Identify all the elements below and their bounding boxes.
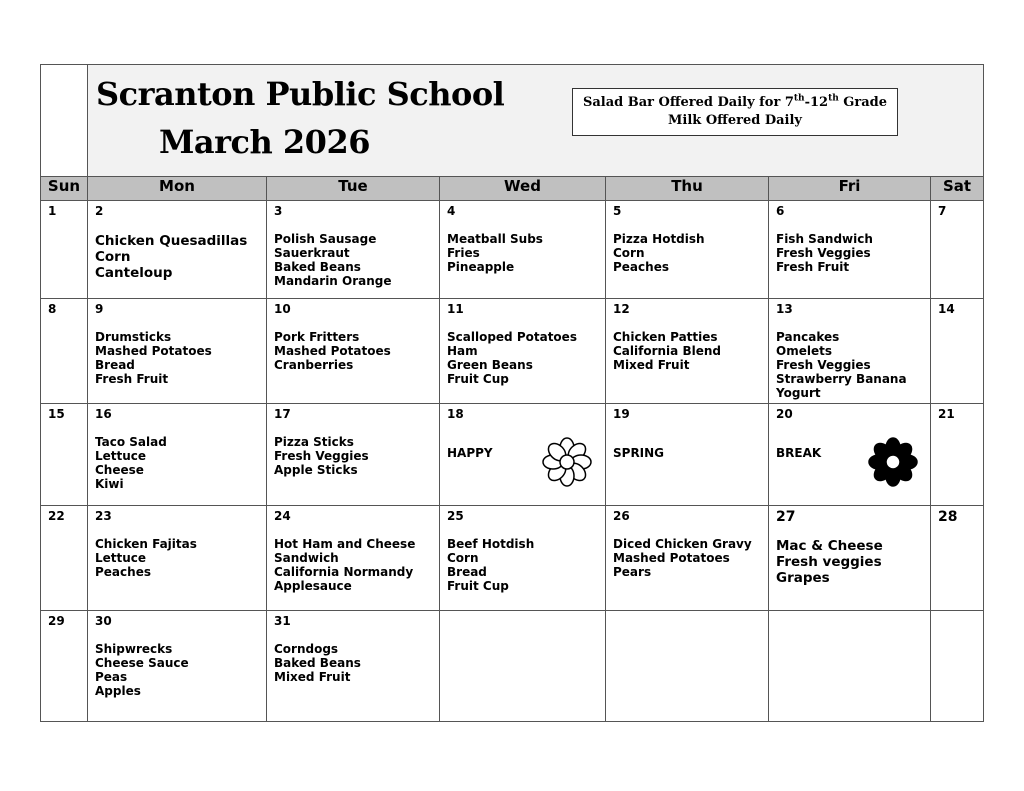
day-cell-tue [267,611,440,722]
menu-item: Ham [447,344,478,358]
day-cell-fri [769,611,931,722]
day-cell-fri [769,201,931,299]
menu-item: Pancakes [776,330,840,344]
day-cell-mon [88,506,267,611]
day-cell-sun [41,404,88,506]
weekday-wed: Wed [440,177,606,201]
menu-list [447,232,543,274]
day-number: 17 [274,407,291,421]
day-number: 5 [613,204,622,218]
salad-bar-notice: Salad Bar Offered Daily for 7th-12th Grade [582,93,888,110]
day-number: 21 [938,407,955,421]
menu-item: Pork Fritters [274,330,360,344]
day-cell-sun [41,506,88,611]
day-cell-sat [931,404,984,506]
day-number: 10 [274,302,291,316]
day-number: 31 [274,614,291,628]
menu-list [776,232,873,274]
header-spacer [41,65,88,177]
day-number: 19 [613,407,630,421]
menu-list [447,537,534,593]
menu-item: BREAK [776,446,822,460]
day-cell-wed [440,506,606,611]
day-cell-tue [267,506,440,611]
menu-item: Mashed Potatoes [95,344,212,358]
menu-item: Corn [95,249,131,265]
day-number: 11 [447,302,464,316]
menu-item: Meatball Subs [447,232,543,246]
menu-item: Fruit Cup [447,372,509,386]
menu-item: Diced Chicken Gravy [613,537,752,551]
day-cell-mon [88,299,267,404]
menu-item: Mandarin Orange [274,274,392,288]
menu-item: Cheese [95,463,144,477]
menu-item: Baked Beans [274,260,361,274]
menu-item: Peas [95,670,128,684]
menu-item: Lettuce [95,449,147,463]
menu-item: Green Beans [447,358,533,372]
menu-item: Mashed Potatoes [613,551,730,565]
menu-item: Taco Salad [95,435,167,449]
day-number: 29 [48,614,65,628]
menu-item: Fruit Cup [447,579,509,593]
menu-list [95,642,189,698]
weekday-mon: Mon [88,177,267,201]
menu-item: Chicken Quesadillas [95,233,248,249]
day-number: 4 [447,204,456,218]
menu-item: Yogurt [776,386,821,400]
menu-item: Shipwrecks [95,642,173,656]
weekday-tue: Tue [267,177,440,201]
day-number: 24 [274,509,291,523]
day-cell-thu [606,404,769,506]
week-row [41,506,984,611]
day-number: 13 [776,302,793,316]
menu-item: Scalloped Potatoes [447,330,577,344]
menu-list [274,537,415,593]
menu-item: Mashed Potatoes [274,344,391,358]
milk-notice: Milk Offered Daily [668,113,802,128]
day-cell-fri [769,506,931,611]
menu-item: Strawberry Banana [776,372,907,386]
menu-item: Drumsticks [95,330,172,344]
day-cell-sun [41,201,88,299]
menu-list [274,330,391,372]
menu-item: Bread [447,565,487,579]
menu-list [776,446,821,460]
menu-list [95,537,197,579]
day-number: 18 [447,407,464,421]
menu-item: Beef Hotdish [447,537,535,551]
menu-item: Apple Sticks [274,463,358,477]
day-number: 26 [613,509,630,523]
day-cell-sun [41,611,88,722]
menu-item: Mixed Fruit [274,670,351,684]
menu-list [274,232,392,288]
menu-item: Hot Ham and Cheese [274,537,416,551]
menu-item: Fresh veggies [776,554,882,570]
week-row [41,611,984,722]
day-cell-wed [440,404,606,506]
week-row [41,299,984,404]
month-title: March 2026 [159,123,370,161]
day-number: 1 [48,204,57,218]
menu-list [95,330,212,386]
menu-item: Baked Beans [274,656,361,670]
menu-item: Bread [95,358,135,372]
day-number: 27 [776,509,796,525]
menu-item: Kiwi [95,477,124,491]
menu-list [95,435,167,491]
day-cell-thu [606,201,769,299]
menu-list [613,446,664,460]
school-name: Scranton Public School [96,75,505,113]
menu-item: Fresh Veggies [776,246,871,260]
menu-item: Grapes [776,570,830,586]
weekday-sun: Sun [41,177,88,201]
day-cell-sat [931,299,984,404]
day-cell-fri [769,299,931,404]
weekday-header-row [41,177,984,201]
day-cell-wed [440,611,606,722]
menu-list [776,538,883,586]
day-number: 25 [447,509,464,523]
day-cell-thu [606,506,769,611]
menu-item: Corndogs [274,642,339,656]
day-number: 7 [938,204,947,218]
menu-list [613,232,705,274]
menu-item: Sauerkraut [274,246,350,260]
menu-item: Fresh Veggies [274,449,369,463]
day-cell-wed [440,299,606,404]
day-cell-mon [88,404,267,506]
notice-box [572,88,898,136]
day-number: 28 [938,509,958,525]
day-number: 30 [95,614,112,628]
menu-item: Corn [447,551,479,565]
day-cell-fri [769,404,931,506]
day-number: 3 [274,204,283,218]
day-cell-mon [88,201,267,299]
menu-item: Fresh Veggies [776,358,871,372]
menu-list [613,537,752,579]
day-cell-mon [88,611,267,722]
menu-item: Fresh Fruit [776,260,850,274]
menu-item: Pears [613,565,652,579]
day-cell-tue [267,299,440,404]
day-number: 15 [48,407,65,421]
menu-list [776,330,907,400]
menu-item: Pizza Hotdish [613,232,705,246]
menu-list [95,233,247,281]
week-row [41,404,984,506]
menu-item: Cheese Sauce [95,656,189,670]
day-number: 12 [613,302,630,316]
menu-item: Apples [95,684,141,698]
day-number: 2 [95,204,104,218]
calendar-header-row [41,65,984,177]
day-cell-thu [606,299,769,404]
day-cell-thu [606,611,769,722]
day-number: 6 [776,204,785,218]
weekday-thu: Thu [606,177,769,201]
menu-item: Fries [447,246,480,260]
menu-item: Omelets [776,344,832,358]
day-cell-sat [931,506,984,611]
menu-list [274,435,369,477]
weekday-fri: Fri [769,177,931,201]
calendar-header [88,65,984,177]
day-number: 20 [776,407,793,421]
menu-list [447,330,577,386]
weekday-sat: Sat [931,177,984,201]
menu-item: Polish Sausage [274,232,377,246]
menu-item: California Blend [613,344,721,358]
menu-item: Pineapple [447,260,515,274]
menu-item: Applesauce [274,579,352,593]
flower-solid-icon [867,436,919,492]
lunch-calendar [40,64,984,722]
menu-item: Chicken Patties [613,330,718,344]
menu-item: Fresh Fruit [95,372,169,386]
menu-item: California Normandy [274,565,414,579]
menu-item: Chicken Fajitas [95,537,197,551]
day-number: 9 [95,302,104,316]
menu-item: Pizza Sticks [274,435,354,449]
day-number: 8 [48,302,57,316]
menu-list [447,446,493,460]
menu-item: Mac & Cheese [776,538,883,554]
day-cell-sat [931,611,984,722]
day-number: 14 [938,302,955,316]
day-cell-sat [931,201,984,299]
day-number: 16 [95,407,112,421]
menu-item: Sandwich [274,551,339,565]
menu-item: Peaches [95,565,151,579]
menu-item: Cranberries [274,358,354,372]
week-row [41,201,984,299]
menu-item: Corn [613,246,645,260]
day-number: 23 [95,509,112,523]
menu-item: Peaches [613,260,669,274]
menu-list [613,330,721,372]
day-number: 22 [48,509,65,523]
menu-item: Mixed Fruit [613,358,690,372]
day-cell-wed [440,201,606,299]
day-cell-tue [267,404,440,506]
menu-list [274,642,361,684]
menu-item: Fish Sandwich [776,232,873,246]
menu-item: Canteloup [95,265,173,281]
menu-item: Lettuce [95,551,147,565]
menu-item: HAPPY [447,446,493,460]
day-cell-tue [267,201,440,299]
day-cell-sun [41,299,88,404]
flower-outline-icon [541,436,593,492]
menu-item: SPRING [613,446,665,460]
